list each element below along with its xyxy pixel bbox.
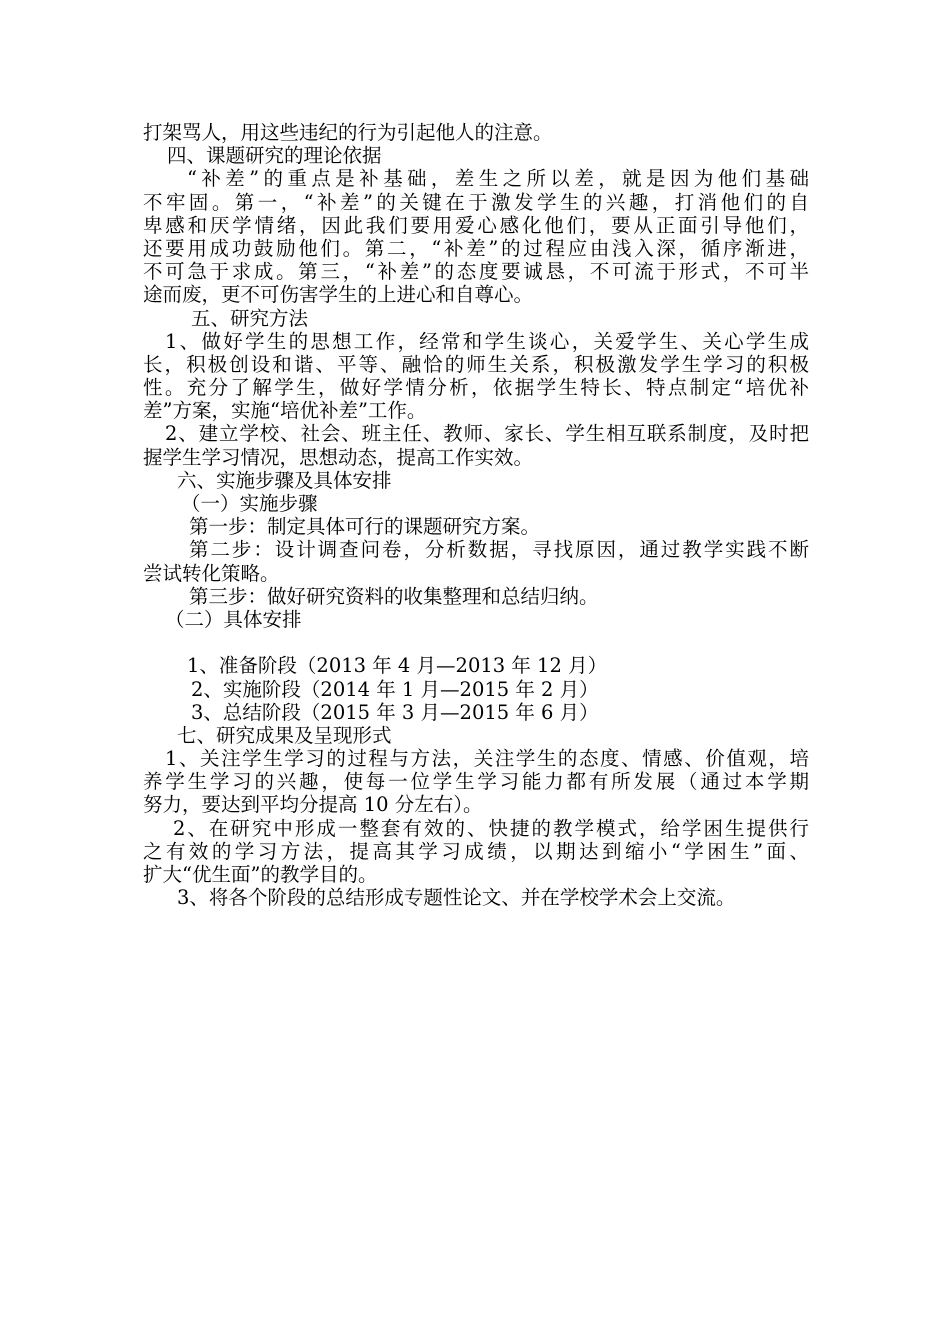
text-line: 1、准备阶段（2013 年 4 月—2013 年 12 月） [187,654,608,678]
text-line: 打架骂人，用这些违纪的行为引起他人的注意。 [143,121,553,144]
text-line: 2、在研究中形成一整套有效的、快捷的教学模式，给学困生提供行 [173,816,809,840]
text-line: 1、关注学生学习的过程与方法，关注学生的态度、情感、价值观，培 [165,747,809,771]
text-line: 努力，要达到平均分提高 10 分左右）。 [143,793,483,817]
text-line: 之有效的学习方法，提高其学习成绩，以期达到缩小“学困生”面、 [143,839,809,863]
text-line: 第二步：设计调查问卷，分析数据，寻找原因，通过教学实践不断 [189,538,809,562]
text-line: 2、实施阶段（2014 年 1 月—2015 年 2 月） [191,677,599,701]
text-line: 养学生学习的兴趣，使每一位学生学习能力都有所发展（通过本学期 [143,770,809,794]
document-body [143,121,809,909]
text-line: 第三步：做好研究资料的收集整理和总结归纳。 [189,584,599,608]
text-line: 不可急于求成。第三，“补差”的态度要诚恳，不可流于形式，不可半 [143,260,809,284]
text-line: 六、实施步骤及具体安排 [177,468,392,492]
text-line: （一）实施步骤 [181,492,318,515]
text-line: 不牢固。第一，“补差”的关键在于激发学生的兴趣，打消他们的自 [143,190,809,214]
text-line: 2、建立学校、社会、班主任、教师、家长、学生相互联系制度，及时把 [165,422,809,446]
text-line: （二）具体安排 [165,607,302,631]
text-line: 五、研究方法 [191,306,309,330]
text-line: 七、研究成果及呈现形式 [177,723,392,747]
text-line: 3、总结阶段（2015 年 3 月—2015 年 6 月） [191,700,599,724]
text-line: “补差”的重点是补基础，差生之所以差，就是因为他们基础 [187,167,809,191]
text-line: 途而废，更不可伤害学生的上进心和自尊心。 [143,283,534,307]
text-line: 卑感和厌学情绪，因此我们要用爱心感化他们，要从正面引导他们， [143,213,809,237]
text-line: 性。充分了解学生，做好学情分析，依据学生特长、特点制定“培优补 [143,376,809,400]
text-line: 长，积极创设和谐、平等、融恰的师生关系，积极激发学生学习的积极 [143,352,809,376]
blank-line [143,631,809,654]
text-line: 扩大“优生面”的教学目的。 [143,863,378,886]
text-line: 3、将各个阶段的总结形成专题性论文、并在学校学术会上交流。 [177,886,736,910]
text-line: 第一步：制定具体可行的课题研究方案。 [189,515,541,539]
text-line: 握学生学习情况，思想动态，提高工作实效。 [143,445,534,469]
text-line: 四、课题研究的理论依据 [167,144,382,168]
text-line: 尝试转化策略。 [143,561,280,585]
text-line: 还要用成功鼓励他们。第二，“补差”的过程应由浅入深，循序渐进， [143,236,809,260]
text-line: 1、做好学生的思想工作，经常和学生谈心，关爱学生、关心学生成 [165,329,809,353]
text-line: 差”方案，实施“培优补差”工作。 [143,399,427,423]
